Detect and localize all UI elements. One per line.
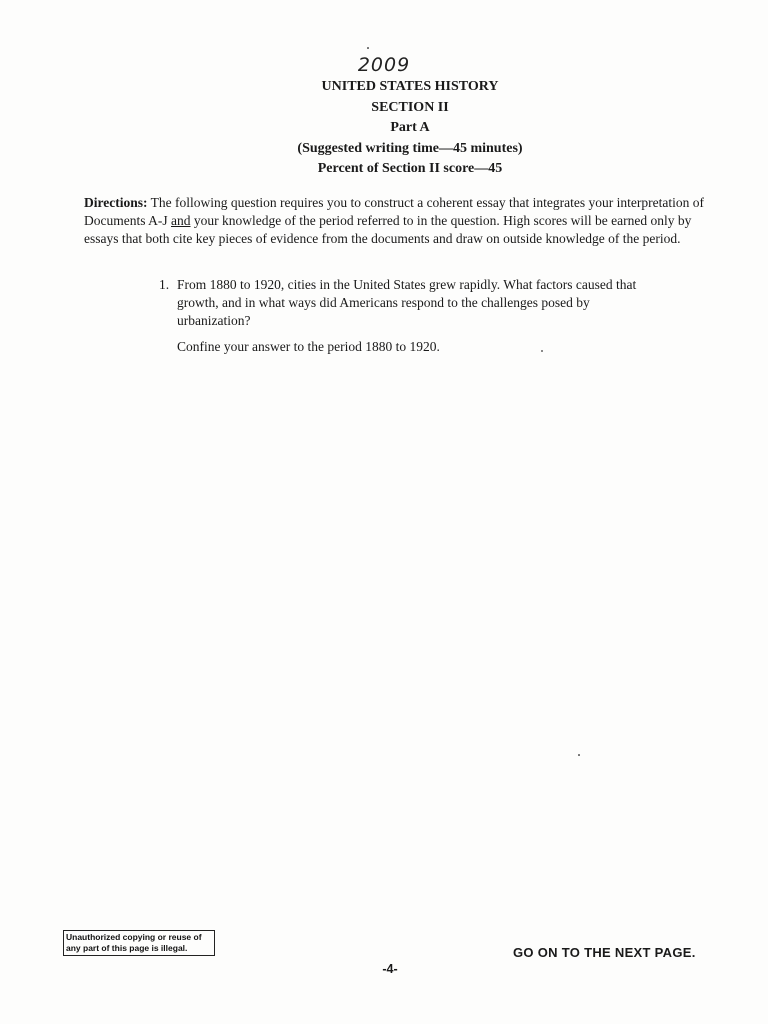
handwritten-year-annotation: 2009 xyxy=(357,54,411,76)
writing-time: (Suggested writing time—45 minutes) xyxy=(297,140,523,156)
question-block xyxy=(159,276,659,356)
directions-text-part1: The following question requires you to construct a coherent essay that integrates your interpretation of Documents A-J xyxy=(84,195,704,228)
question-text: From 1880 to 1920, cities in the United States grew rapidly. What factors caused that growth, and in what ways did Americans respond to the challenges posed by urbanization? xyxy=(177,277,637,328)
question-confine-note: Confine your answer to the period 1880 to 1920. xyxy=(177,339,440,354)
page-number: -4- xyxy=(382,962,398,976)
directions-underlined-word: and xyxy=(171,213,191,228)
copyright-notice-line1: Unauthorized copying or reuse of xyxy=(66,932,202,942)
directions-paragraph xyxy=(84,194,724,248)
question-number: 1. xyxy=(159,277,170,292)
part-title: Part A xyxy=(390,120,430,135)
scan-speck xyxy=(367,47,369,49)
directions-text-part2: your knowledge of the period referred to in the question. High scores will be earned only by essays that both cite key pieces of evidence from the documents and draw on outside knowledge of the period. xyxy=(84,213,692,246)
copyright-notice xyxy=(63,930,215,956)
scan-speck xyxy=(541,350,543,352)
scan-speck xyxy=(578,754,580,756)
section-heading xyxy=(0,77,768,180)
directions-label: Directions: xyxy=(84,195,148,210)
score-percent: Percent of Section II score—45 xyxy=(317,161,503,176)
next-page-instruction: GO ON TO THE NEXT PAGE. xyxy=(513,945,696,960)
copyright-notice-line2: any part of this page is illegal. xyxy=(66,942,188,953)
subject-title: UNITED STATES HISTORY xyxy=(321,79,499,94)
section-title: SECTION II xyxy=(371,99,449,115)
directions-block xyxy=(84,194,724,248)
